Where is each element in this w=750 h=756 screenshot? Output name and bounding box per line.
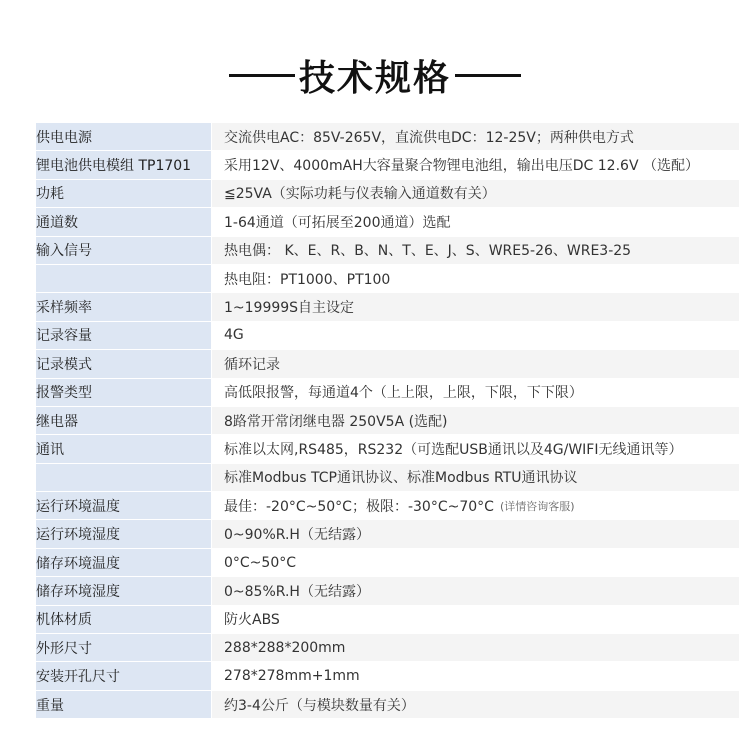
spec-value: 循环记录	[212, 350, 739, 377]
spec-table	[36, 123, 739, 719]
spec-row	[36, 662, 739, 690]
spec-value: 交流供电AC：85V-265V，直流供电DC：12-25V；两种供电方式	[212, 123, 739, 150]
spec-key: 报警类型	[36, 379, 212, 406]
spec-key: 安装开孔尺寸	[36, 662, 212, 689]
spec-key: 重量	[36, 691, 212, 718]
spec-row	[36, 379, 739, 407]
spec-row	[36, 123, 739, 151]
spec-row	[36, 520, 739, 548]
spec-value-text: 最佳：-20°C~50°C；极限：-30°C~70°C	[224, 498, 494, 515]
spec-row	[36, 549, 739, 577]
spec-key: 供电电源	[36, 123, 212, 150]
spec-key: 继电器	[36, 407, 212, 434]
spec-row	[36, 151, 739, 179]
spec-value	[212, 492, 739, 519]
spec-key: 锂电池供电模组 TP1701	[36, 151, 212, 178]
spec-value: 278*278mm+1mm	[212, 662, 739, 689]
spec-value: 采用12V、4000mAH大容量聚合物锂电池组，输出电压DC 12.6V （选配）	[212, 151, 739, 178]
spec-key: 储存环境温度	[36, 549, 212, 576]
spec-key: 通讯	[36, 435, 212, 462]
spec-row	[36, 293, 739, 321]
spec-key: 输入信号	[36, 237, 212, 264]
spec-row	[36, 237, 739, 265]
spec-key: 运行环境温度	[36, 492, 212, 519]
spec-value: 1-64通道（可拓展至200通道）选配	[212, 208, 739, 235]
spec-value: 标准Modbus TCP通讯协议、标准Modbus RTU通讯协议	[212, 464, 739, 491]
spec-row	[36, 492, 739, 520]
spec-value: 防火ABS	[212, 606, 739, 633]
spec-key: 外形尺寸	[36, 634, 212, 661]
spec-value: 约3-4公斤（与模块数量有关）	[212, 691, 739, 718]
spec-key	[36, 265, 212, 292]
spec-key	[36, 464, 212, 491]
spec-row	[36, 634, 739, 662]
spec-value-note: (详情咨询客服)	[499, 499, 575, 513]
spec-row	[36, 208, 739, 236]
spec-value: 1~19999S自主设定	[212, 293, 739, 320]
spec-value: 0°C~50°C	[212, 549, 739, 576]
spec-row	[36, 265, 739, 293]
spec-value: 4G	[212, 322, 739, 349]
spec-key: 功耗	[36, 180, 212, 207]
title-left-rule	[229, 74, 295, 77]
spec-key: 采样频率	[36, 293, 212, 320]
spec-row	[36, 577, 739, 605]
spec-row	[36, 606, 739, 634]
spec-key: 储存环境湿度	[36, 577, 212, 604]
spec-row	[36, 435, 739, 463]
spec-row	[36, 407, 739, 435]
spec-value: 8路常开常闭继电器 250V5A (选配)	[212, 407, 739, 434]
spec-value: 0~85%R.H（无结露）	[212, 577, 739, 604]
spec-value: 高低限报警，每通道4个（上上限，上限，下限，下下限）	[212, 379, 739, 406]
page-title-block	[0, 40, 750, 110]
page-title: 技术规格	[298, 57, 451, 99]
spec-key: 记录模式	[36, 350, 212, 377]
spec-row	[36, 464, 739, 492]
title-right-rule	[455, 74, 521, 77]
spec-row	[36, 350, 739, 378]
spec-value: 热电阻：PT1000、PT100	[212, 265, 739, 292]
spec-key: 通道数	[36, 208, 212, 235]
spec-value: 288*288*200mm	[212, 634, 739, 661]
spec-key: 运行环境湿度	[36, 520, 212, 547]
spec-value: ≦25VA（实际功耗与仪表输入通道数有关）	[212, 180, 739, 207]
spec-row	[36, 180, 739, 208]
spec-value: 0~90%R.H（无结露）	[212, 520, 739, 547]
spec-key: 记录容量	[36, 322, 212, 349]
spec-value: 热电偶： K、E、R、B、N、T、E、J、S、WRE5-26、WRE3-25	[212, 237, 739, 264]
spec-row	[36, 691, 739, 719]
spec-key: 机体材质	[36, 606, 212, 633]
spec-row	[36, 322, 739, 350]
spec-value: 标准以太网,RS485，RS232（可选配USB通讯以及4G/WIFI无线通讯等）	[212, 435, 739, 462]
